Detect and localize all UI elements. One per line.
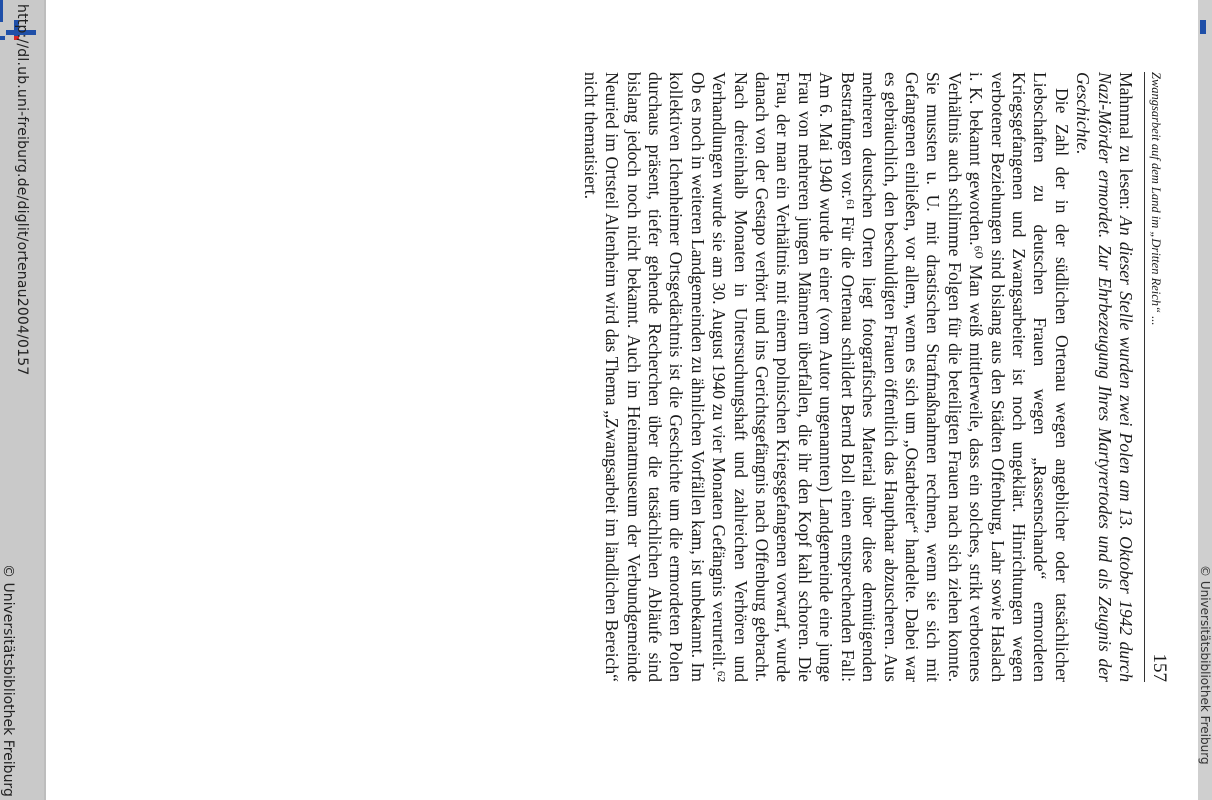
- paragraph-2: Die Zahl der in der südlichen Ortenau wegen angeblicher oder tatsächlicher Liebschaften zu deutschen Frauen wegen „Rassenschande“ ermordeten Kriegsgefangenen und Zwangsarbeiter ist noch ungeklärt. Hinrichtungen wegen verbotener Beziehungen sind bislang aus den Städten Offenburg, Lahr sowie Haslach i. K. bekannt geworden.⁶⁰ Man weiß mittlerweile, dass ein solches, strikt verbotenes Verhältnis auch schlimme Folgen für die beteiligten Frauen nach sich ziehen konnte. Sie mussten u. U. mit drastischen Strafmaßnahmen rechnen, wenn sie sich mit Gefangenen einließen, vor allem, wenn es sich um „Ostarbeiter“ handelte. Dabei war es gebräuchlich, den beschuldigten Frauen öffentlich das Haupthaar abzuscheren. Aus mehreren deutschen Orten liegt fotografisches Material über diese demütigenden Bestrafungen vor.⁶¹ Für die Ortenau schildert Bernd Boll einen entsprechenden Fall: Am 6. Mai 1940 wurde in einer (vom Autor ungenannten) Landgemeinde eine junge Frau von mehreren jungen Männern überfallen, die ihr den Kopf kahl schoren. Die Frau, der man ein Verhältnis mit einem polnischen Kriegsgefangenen vorwarf, wurde danach von der Gestapo verhört und ins Gerichtsgefängnis nach Offenburg gebracht. Nach dreieinhalb Monaten in Untersuchungshaft und zahlreichen Verhören und Verhandlungen wurde sie am 30. August 1940 zu vier Monaten Gefängnis verurteilt.⁶² Ob es noch in weiteren Landgemeinden zu ähnlichen Vorfällen kam, ist unbekannt. Im kollektiven Ichenheimer Ortsgedächtnis ist die Geschichte um die ermordeten Polen durchaus präsent, tiefer gehende Recherchen über die tatsächlichen Abläufe sind bislang jedoch noch nicht bekannt. Auch im Heimatmuseum der Verbundgemeinde Neuried im Ortsteil Altenheim wird das Thema „Zwangsarbeit im ländlichen Bereich“ nicht thematisiert.: [580, 72, 1072, 682]
- running-head-title: Zwangsarbeit auf dem Land im „Dritten Reich“ ...: [1149, 72, 1163, 326]
- body-text: [579, 72, 1136, 682]
- running-head: [1144, 72, 1170, 682]
- scan-marker-right-icon: [1198, 18, 1210, 38]
- page-number: 157: [1149, 653, 1170, 682]
- rotated-page-content: [579, 72, 1170, 682]
- scanned-page: [46, 0, 1198, 800]
- copyright-notice: © Universitätsbibliothek Freiburg: [0, 564, 16, 797]
- paragraph-1: [1072, 72, 1136, 682]
- memorial-inscription: An dieser Stelle wurden zwei Polen am 13. Oktober 1942 durch Nazi-Mörder ermordet. Zur Ehrbezeugung Ihres Martyrertodes und als Zeugnis der Geschichte.: [1073, 72, 1136, 682]
- right-copyright-sliver: © Universitätsbibliothek Freiburg: [1198, 565, 1212, 765]
- paragraph-1-lead: Mahnmal zu lesen:: [1116, 72, 1136, 217]
- source-url[interactable]: http://dl.ub.uni-freiburg.de/diglit/ortenau2004/0157: [14, 4, 30, 376]
